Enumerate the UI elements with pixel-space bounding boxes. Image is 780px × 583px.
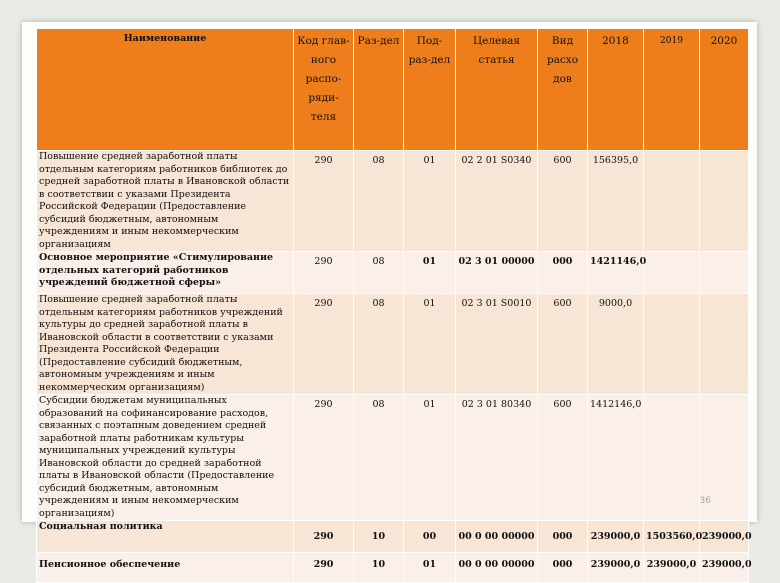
row-section: 08 <box>354 395 404 521</box>
row-subsection: 01 <box>404 151 456 252</box>
row-subsection: 00 <box>404 521 456 553</box>
row-target: 02 3 01 80340 <box>456 395 538 521</box>
header-code: Код глав-ного распо-ряди-теля <box>294 29 354 151</box>
row-type: 600 <box>538 395 588 521</box>
slide <box>22 22 757 570</box>
row-code: 290 <box>294 294 354 395</box>
row-2019 <box>644 252 700 294</box>
row-target: 02 3 01 S0010 <box>456 294 538 395</box>
row-target: 02 2 01 S0340 <box>456 151 538 252</box>
row-2019 <box>644 395 700 521</box>
row-subsection: 01 <box>404 395 456 521</box>
header-2018: 2018 <box>588 29 644 151</box>
row-section: 08 <box>354 294 404 395</box>
header-subsection: Под-раз-дел <box>404 29 456 151</box>
row-code: 290 <box>294 395 354 521</box>
row-2020 <box>700 252 749 294</box>
row-code: 290 <box>294 151 354 252</box>
row-2019 <box>644 151 700 252</box>
row-2018: 1421146,0 <box>588 252 644 294</box>
table-row <box>37 521 749 553</box>
row-type: 000 <box>538 252 588 294</box>
row-2018: 1412146,0 <box>588 395 644 521</box>
row-2019 <box>644 294 700 395</box>
table-row <box>37 252 749 294</box>
header-2019: 2019 <box>644 29 700 151</box>
row-code: 290 <box>294 553 354 583</box>
table-header-row <box>37 29 749 151</box>
row-2019: 1503560,0 <box>644 521 700 553</box>
row-target: 00 0 00 00000 <box>456 553 538 583</box>
row-code: 290 <box>294 521 354 553</box>
row-code: 290 <box>294 252 354 294</box>
row-subsection: 01 <box>404 294 456 395</box>
row-target: 00 0 00 00000 <box>456 521 538 553</box>
header-2020: 2020 <box>700 29 749 151</box>
row-section: 10 <box>354 521 404 553</box>
row-name: Основное мероприятие «Стимулирование отдельных категорий работников учреждений бюджетной сферы» <box>37 252 294 294</box>
header-type: Вид расхо дов <box>538 29 588 151</box>
page-number: 36 <box>699 496 711 506</box>
row-type: 600 <box>538 151 588 252</box>
header-section: Раз-дел <box>354 29 404 151</box>
row-name: Субсидии бюджетам муниципальных образований на софинансирование расходов, связанных с поэтапным доведением средней заработной платы работникам культуры муниципальных учреждений культуры Ивановской области до средней заработной платы в Ивановской области (Предоставление субсидий бюджетным, автономным учреждениям и иным некоммерческим организациям) <box>37 395 294 521</box>
row-2018: 156395,0 <box>588 151 644 252</box>
row-section: 08 <box>354 151 404 252</box>
row-type: 000 <box>538 521 588 553</box>
row-section: 08 <box>354 252 404 294</box>
table-row <box>37 294 749 395</box>
row-name: Пенсионное обеспечение <box>37 553 294 583</box>
row-2019: 239000,0 <box>644 553 700 583</box>
row-name: Социальная политика <box>37 521 294 553</box>
row-2020 <box>700 294 749 395</box>
row-type: 600 <box>538 294 588 395</box>
table-row <box>37 151 749 252</box>
row-subsection: 01 <box>404 553 456 583</box>
row-2018: 239000,0 <box>588 553 644 583</box>
header-name: Наименование <box>37 29 294 151</box>
row-2018: 239000,0 <box>588 521 644 553</box>
row-target: 02 3 01 00000 <box>456 252 538 294</box>
row-2020: 239000,0 <box>700 553 749 583</box>
header-target: Целевая статья <box>456 29 538 151</box>
budget-table <box>36 28 752 583</box>
table-row <box>37 395 749 521</box>
row-type: 000 <box>538 553 588 583</box>
table-row <box>37 553 749 583</box>
row-2020: 239000,0 <box>700 521 749 553</box>
row-name: Повышение средней заработной платы отдельным категориям работников учреждений культуры до средней заработной платы в Ивановской области в соответствии с указами Президента Российской Федерации (Предоставление субсидий бюджетным, автономным учреждениям и иным некоммерческим организациям) <box>37 294 294 395</box>
row-subsection: 01 <box>404 252 456 294</box>
row-2018: 9000,0 <box>588 294 644 395</box>
row-section: 10 <box>354 553 404 583</box>
row-name: Повышение средней заработной платы отдельным категориям работников библиотек до средней заработной платы в Ивановской области в соответствии с указами Президента Российской Федерации (Предоставление субсидий бюджетным, автономным учреждениям и иным некоммерческим организациям <box>37 151 294 252</box>
row-2020 <box>700 151 749 252</box>
